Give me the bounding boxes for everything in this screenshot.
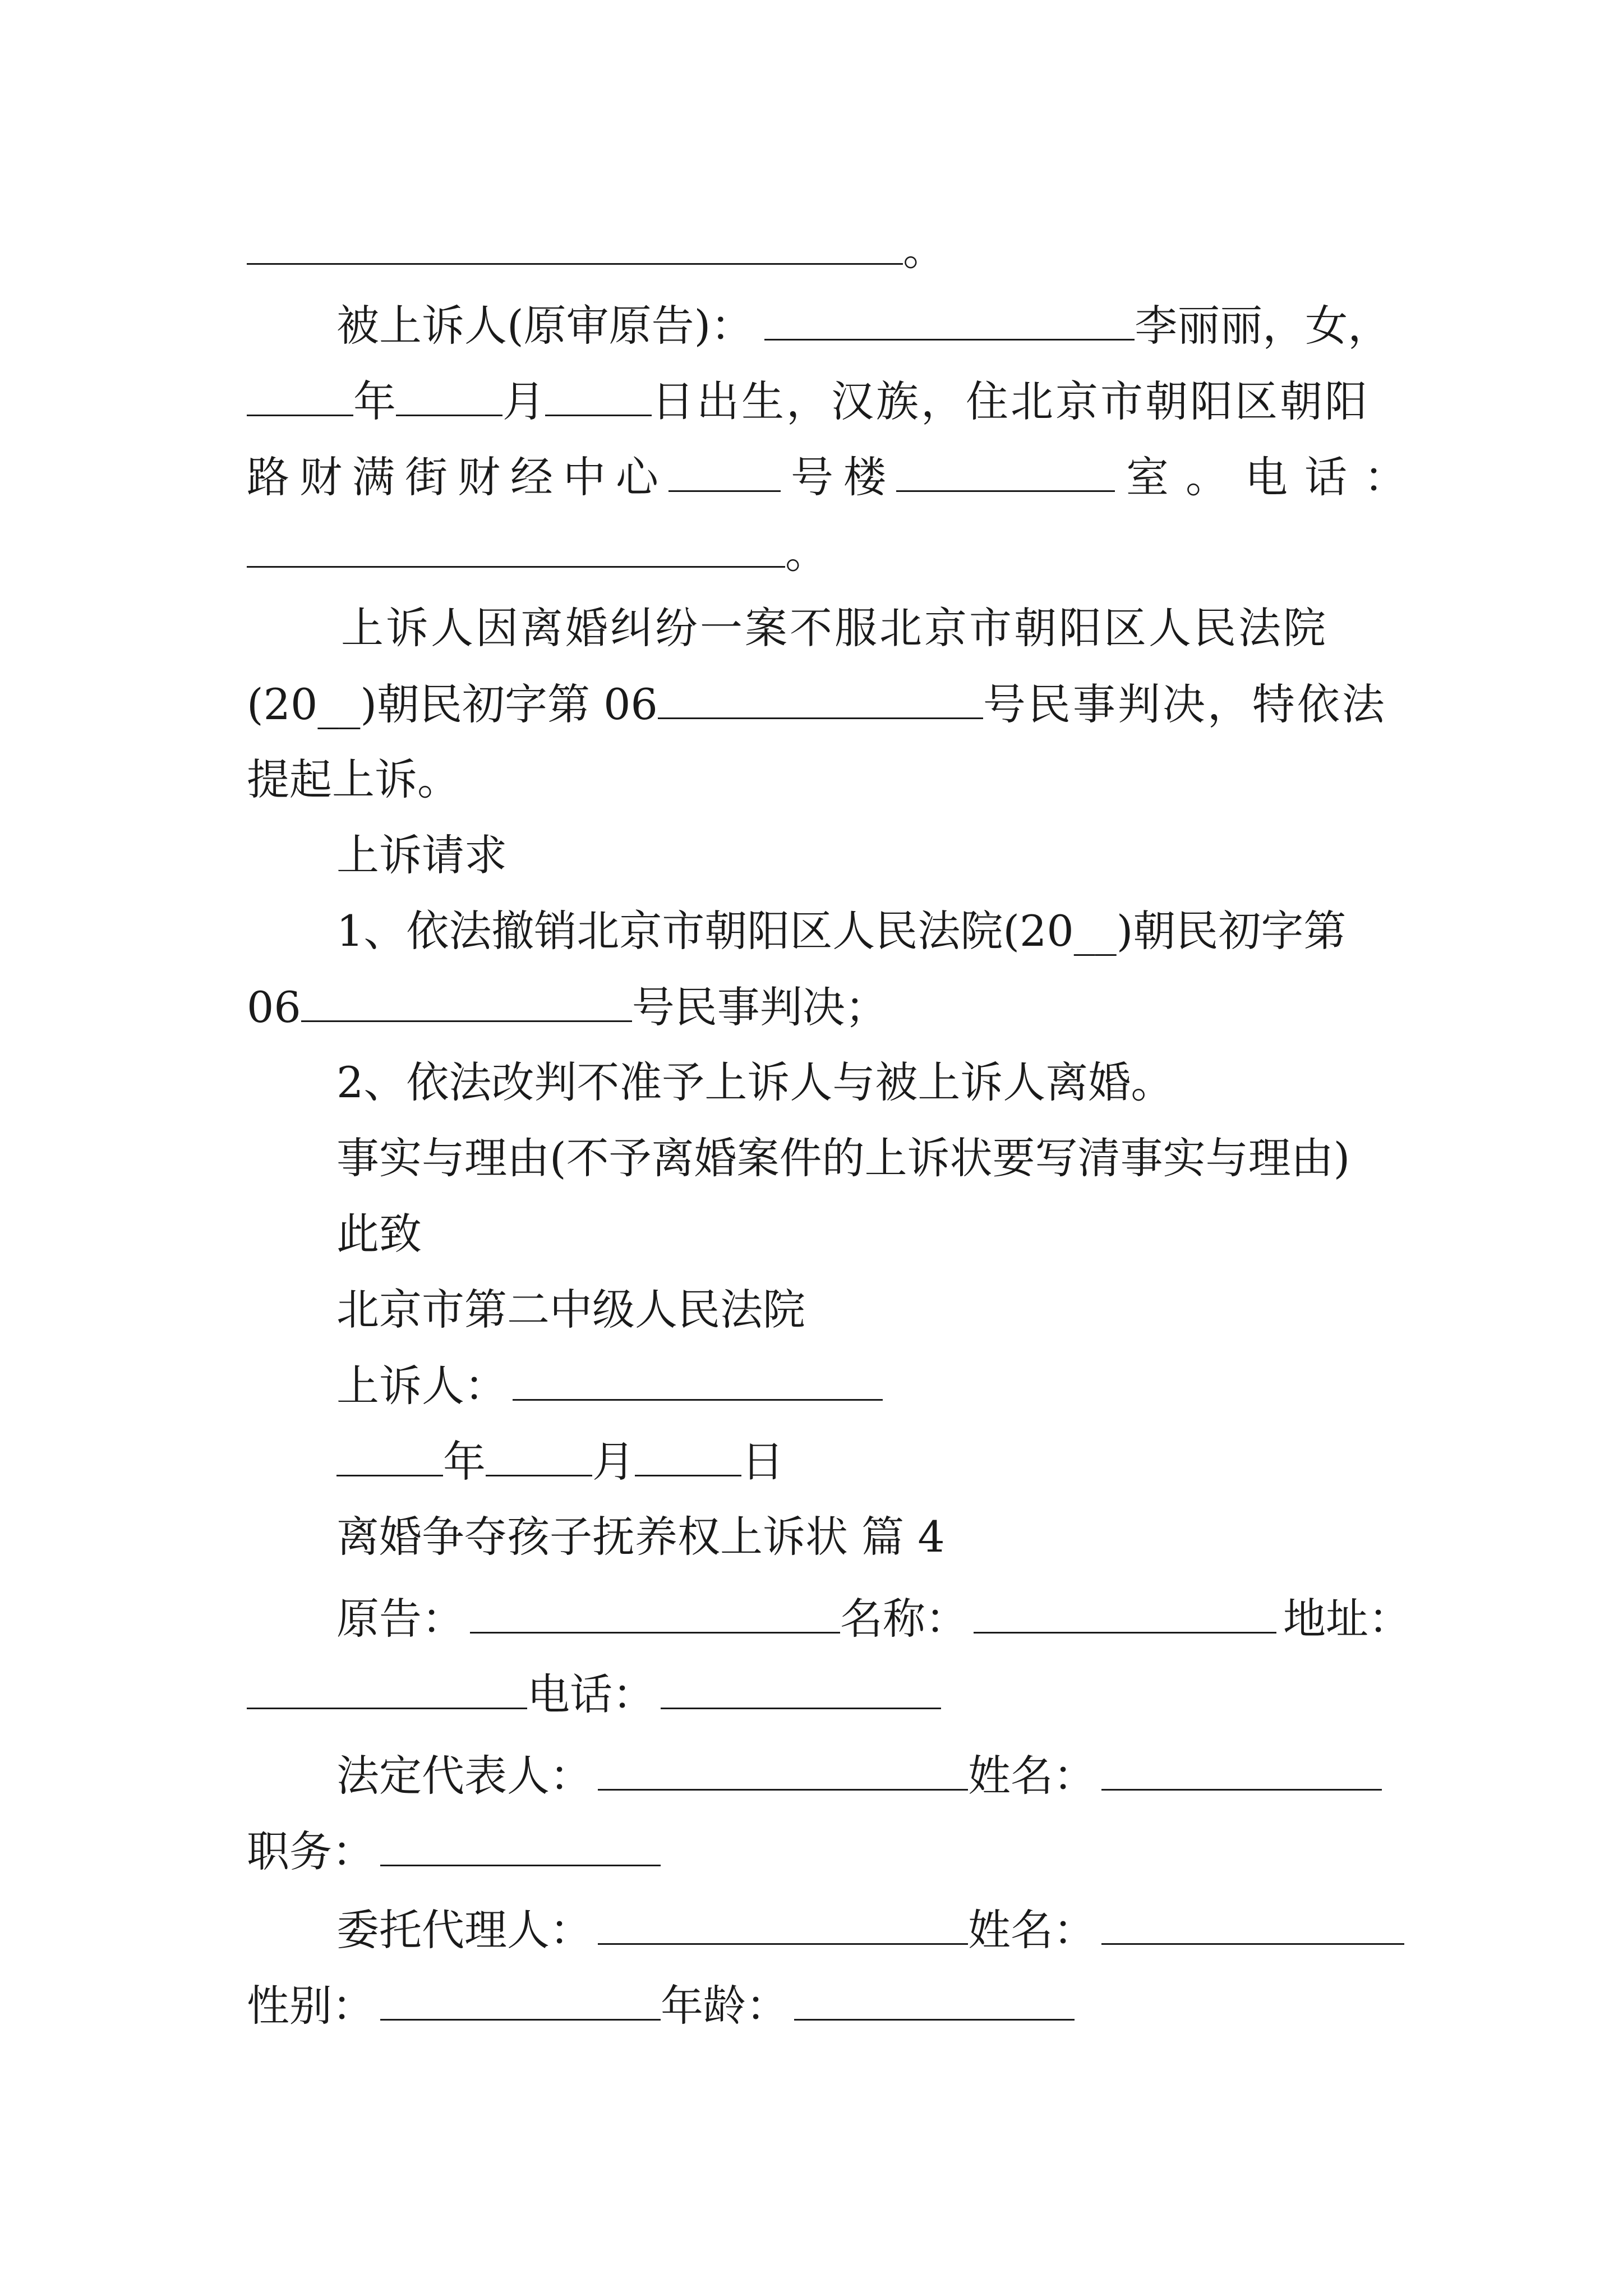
doc-text: 电话： [527,1669,655,1719]
doc-text: 日出生，汉族，住北京市朝阳区朝阳 [652,376,1370,426]
doc-line-10 [336,903,1396,959]
doc-text: 提起上诉。 [247,754,460,804]
doc-text: 性别： [247,1981,375,2031]
doc-line-22 [247,1823,1396,1879]
doc-line-20 [247,1666,1396,1722]
blank-field [1101,1902,1404,1945]
doc-text: 月 [502,376,545,426]
blank-field [658,676,983,719]
doc-text: 。 [903,225,946,275]
doc-text: 室。电话： [1126,452,1423,502]
doc-text: 上诉人： [336,1361,507,1411]
doc-text: 上诉人因离婚纠纷一案不服北京市朝阳区人民法院 [341,603,1328,653]
doc-text: (20__)朝民初字第 06 [247,679,658,729]
blank-field [380,1823,661,1866]
doc-text: 法定代表人： [336,1751,592,1801]
doc-text: 路财满街财经中心 [247,452,668,502]
doc-text: 事实与理由(不予离婚案件的上诉状要写清事实与理由) [336,1133,1350,1183]
doc-line-4 [247,449,1423,505]
doc-text: 李丽丽，女， [1135,301,1391,351]
blank-field [764,297,1135,341]
blank-field [545,373,652,416]
section-heading: 离婚争夺孩子抚养权上诉状 篇 4 [336,1512,945,1562]
doc-line-8 [247,752,1396,808]
doc-text: 此致 [336,1209,422,1259]
doc-text: 上诉请求 [336,830,507,880]
doc-text: 月 [592,1437,635,1487]
doc-text: 06 [247,982,301,1032]
blank-field [486,1433,592,1476]
doc-line-1 [247,222,1396,278]
blank-field [247,524,785,568]
doc-line-5 [247,524,1396,581]
doc-line-15 [336,1282,1396,1338]
doc-line-14 [336,1206,1396,1262]
doc-line-12 [336,1055,1396,1111]
doc-line-6 [341,600,1401,656]
doc-text: 号民事判决，特依法 [983,679,1387,729]
blank-field [1101,1747,1382,1791]
doc-text: 地址： [1283,1594,1411,1644]
doc-text: 姓名： [968,1751,1096,1801]
blank-field [336,1433,443,1476]
doc-line-9 [336,827,1396,884]
doc-text: 日 [741,1437,784,1487]
doc-line-18 [336,1509,1396,1565]
doc-text: 年 [353,376,396,426]
doc-text: 2、依法改判不准予上诉人与被上诉人离婚。 [336,1057,1174,1107]
doc-line-7 [247,676,1396,732]
blank-field [598,1902,968,1945]
doc-text: 号民事判决； [631,982,888,1032]
doc-text: 名称： [840,1594,968,1644]
doc-text: 1、依法撤销北京市朝阳区人民法院(20__)朝民初字第 [336,906,1347,956]
doc-text: 被上诉人(原审原告)： [336,301,754,351]
doc-line-3 [247,373,1396,429]
doc-line-17 [336,1433,1396,1489]
blank-field [974,1590,1276,1634]
doc-text: 北京市第二中级人民法院 [336,1285,805,1335]
doc-text: 年龄： [661,1981,789,2031]
doc-text: 委托代理人： [336,1905,592,1955]
blank-field [396,373,502,416]
doc-text: 。 [785,528,828,578]
blank-field [247,222,903,265]
blank-field [668,449,781,492]
doc-text: 原告： [336,1594,464,1644]
blank-field [470,1590,840,1634]
blank-field [247,373,353,416]
doc-line-11 [247,979,1396,1035]
blank-field [247,1666,527,1709]
blank-field [635,1433,741,1476]
doc-text: 年 [443,1437,486,1487]
doc-line-19 [336,1590,1411,1646]
doc-line-2 [336,297,1396,353]
blank-field [661,1666,941,1709]
doc-line-24 [247,1977,1396,2033]
blank-field [513,1358,883,1401]
blank-field [301,979,632,1022]
doc-text: 号楼 [791,452,896,502]
doc-text: 职务： [247,1826,375,1876]
blank-field [598,1747,968,1791]
doc-text: 姓名： [968,1905,1096,1955]
blank-field [380,1977,661,2021]
doc-line-16 [336,1358,1396,1414]
blank-field [896,449,1115,492]
doc-line-23 [336,1902,1396,1958]
blank-field [794,1977,1075,2021]
doc-line-13 [336,1130,1402,1186]
doc-line-21 [336,1747,1396,1803]
